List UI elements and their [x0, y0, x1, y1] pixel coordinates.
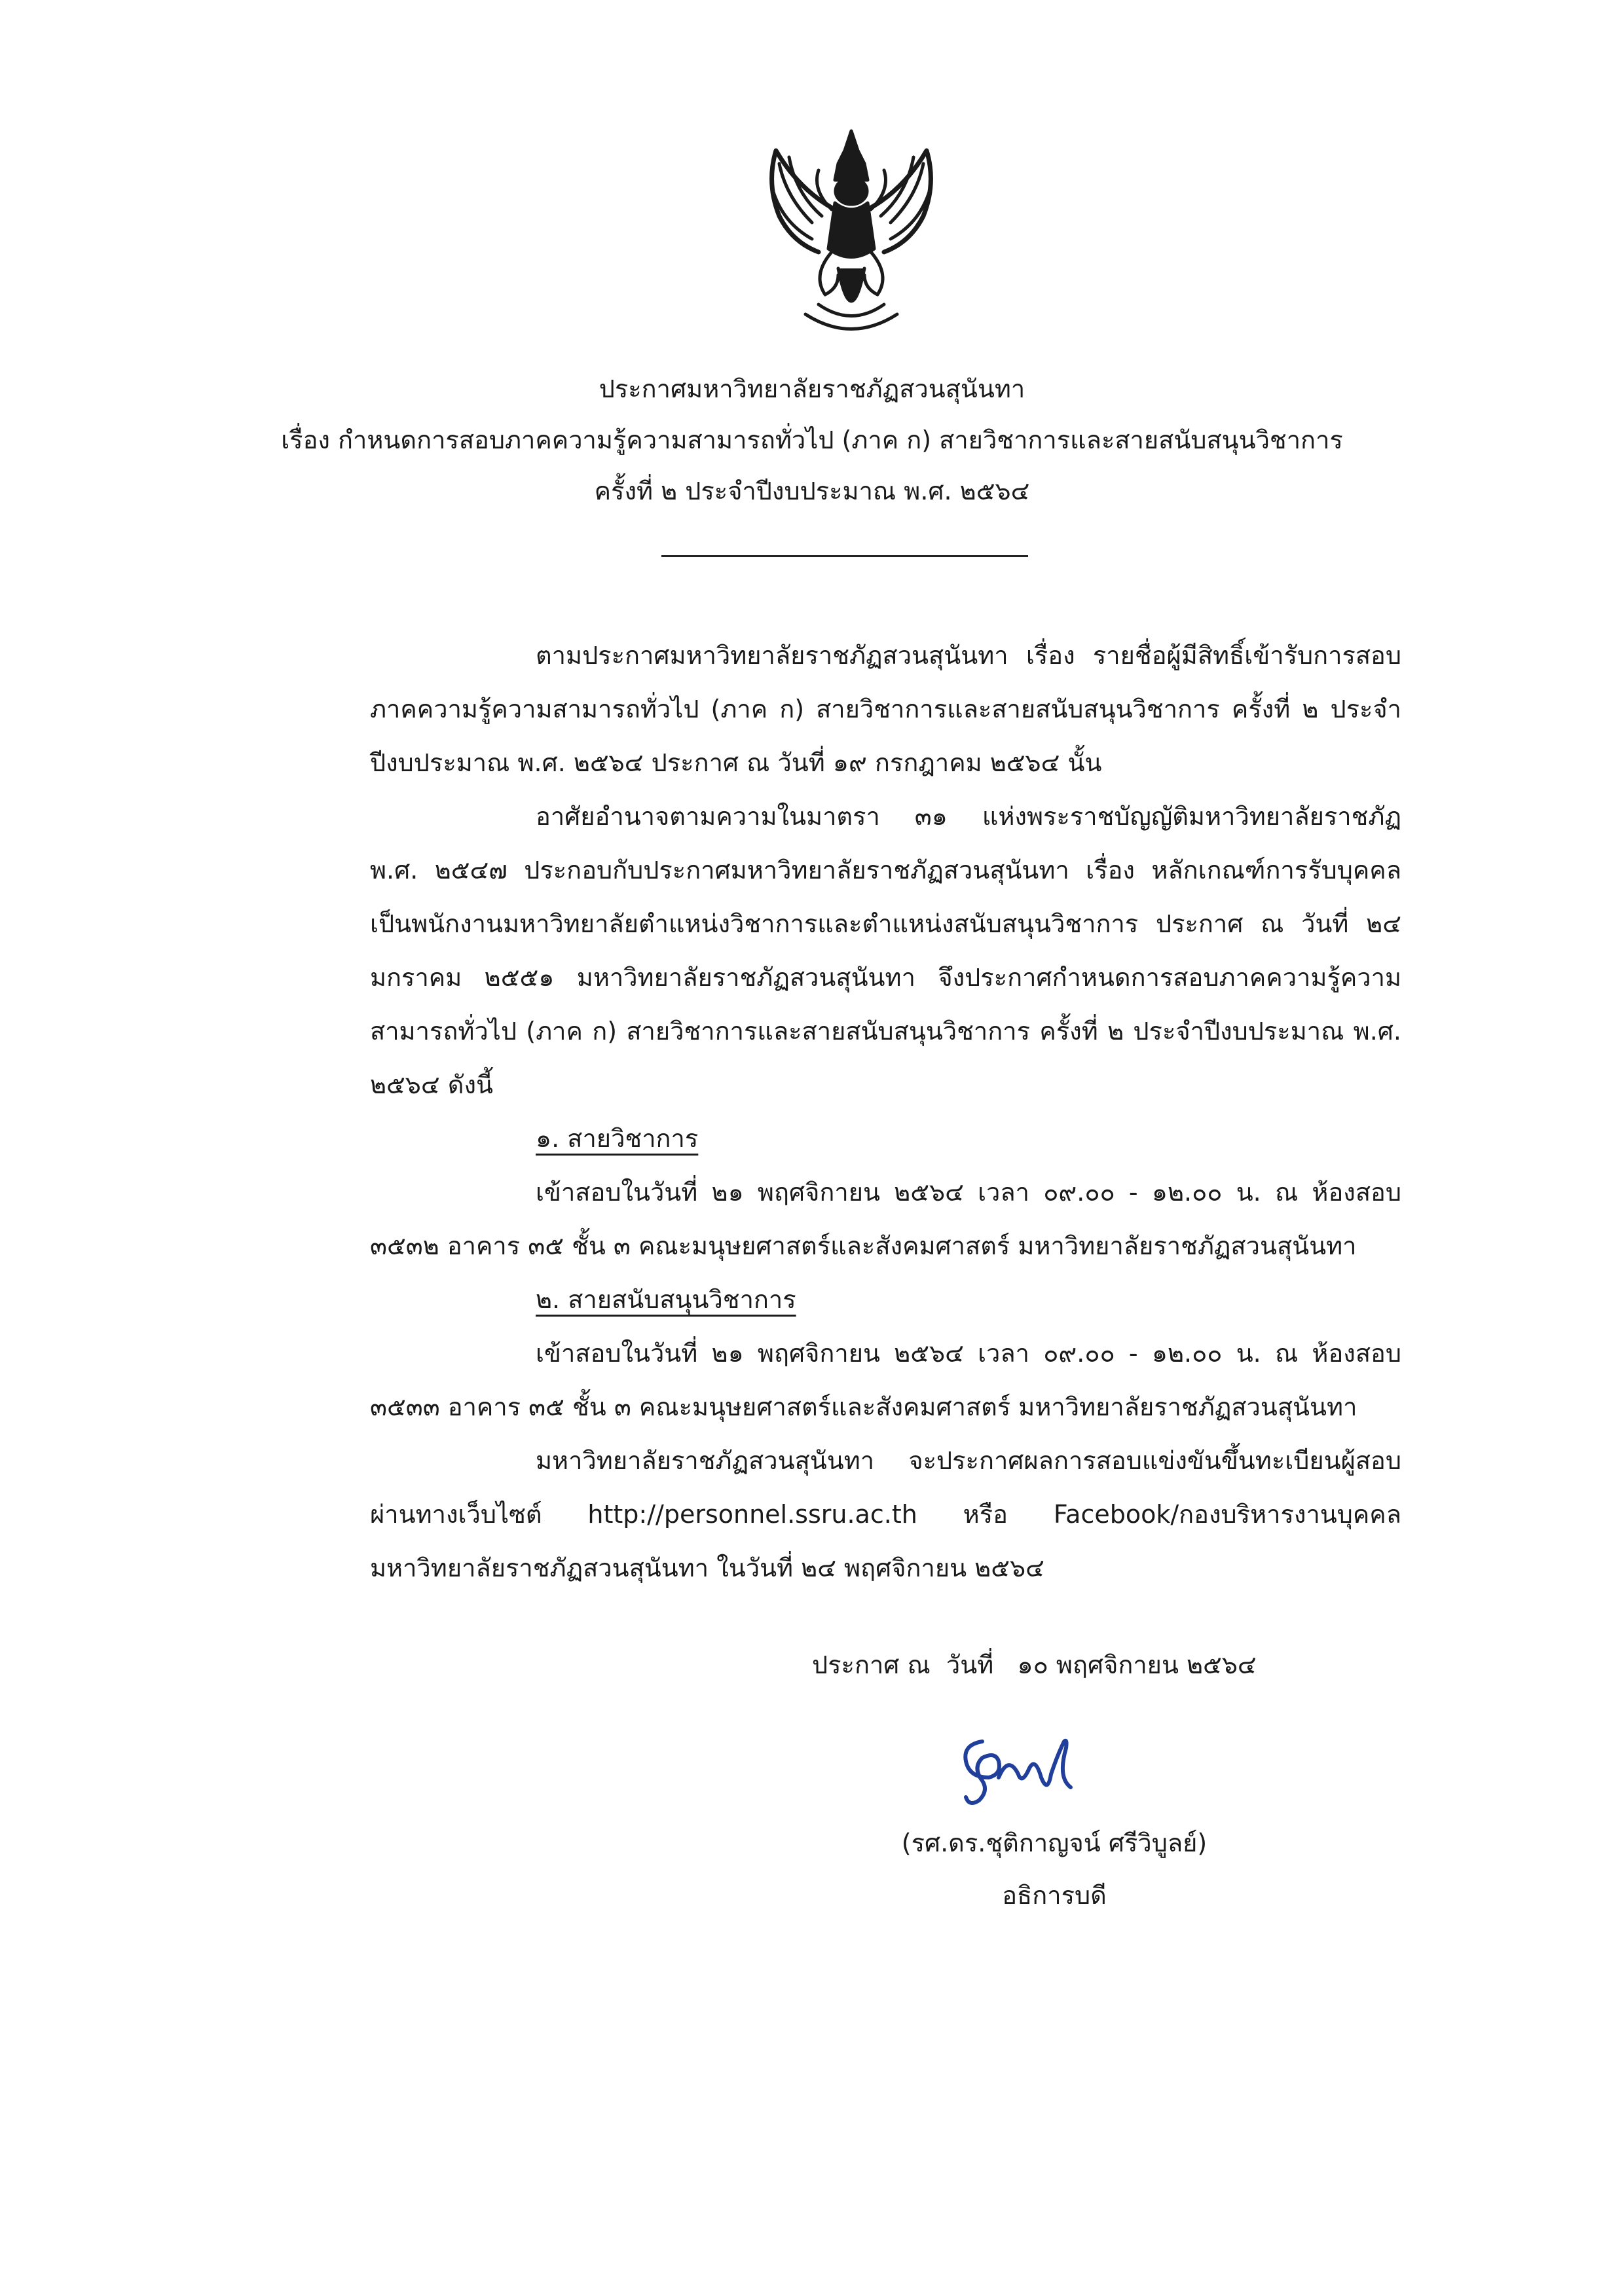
- section-2-heading: [370, 1273, 1401, 1326]
- authority-paragraph: อาศัยอำนาจตามความในมาตรา ๓๑ แห่งพระราชบัญญัติมหาวิทยาลัยราชภัฏ พ.ศ. ๒๕๔๗ ประกอบกับประกาศมหาวิทยาลัยราชภัฏสวนสุนันทา เรื่อง หลักเกณฑ์การรับบุคคลเป็นพนักงานมหาวิทยาลัยตำแหน่งวิชาการและตำแหน่งสนับสนุนวิชาการ ประกาศ ณ วันที่ ๒๔ มกราคม ๒๕๕๑ มหาวิทยาลัยราชภัฏสวนสุนันทา จึงประกาศกำหนดการสอบภาคความรู้ความสามารถทั่วไป (ภาค ก) สายวิชาการและสายสนับสนุนวิชาการ ครั้งที่ ๒ ประจำปีงบประมาณ พ.ศ. ๒๕๖๔ ดังนี้: [370, 802, 1401, 1099]
- announcement-body: [370, 629, 1401, 1595]
- reference-paragraph: ตามประกาศมหาวิทยาลัยราชภัฏสวนสุนันทา เรื่อง รายชื่อผู้มีสิทธิ์เข้ารับการสอบภาคความรู้ความสามารถทั่วไป (ภาค ก) สายวิชาการและสายสนับสนุนวิชาการ ครั้งที่ ๒ ประจำปีงบประมาณ พ.ศ. ๒๕๖๔ ประกาศ ณ วันที่ ๑๙ กรกฎาคม ๒๕๖๔ นั้น: [370, 641, 1401, 777]
- announcement-title: ประกาศมหาวิทยาลัยราชภัฏสวนสุนันทา: [599, 374, 1025, 403]
- section-1-heading: [370, 1112, 1401, 1165]
- signatory-position: อธิการบดี: [1002, 1881, 1107, 1910]
- signatory-name: (รศ.ดร.ชุติกาญจน์ ศรีวิบูลย์): [901, 1829, 1208, 1857]
- announcement-subject: เรื่อง กำหนดการสอบภาคความรู้ความสามารถทั่วไป (ภาค ก) สายวิชาการและสายสนับสนุนวิชาการ: [281, 426, 1343, 454]
- results-paragraph: มหาวิทยาลัยราชภัฏสวนสุนันทา จะประกาศผลการสอบแข่งขันขึ้นทะเบียนผู้สอบผ่านทางเว็บไซต์ http://personnel.ssru.ac.th หรือ Facebook/กองบริหารงานบุคคล มหาวิทยาลัยราชภัฏสวนสุนันทา ในวันที่ ๒๔ พฤศจิกายน ๒๕๖๔: [370, 1446, 1401, 1582]
- section-2-title: ๒. สายสนับสนุนวิชาการ: [536, 1285, 796, 1314]
- garuda-emblem-icon: [740, 118, 963, 340]
- section-1-details: เข้าสอบในวันที่ ๒๑ พฤศจิกายน ๒๕๖๔ เวลา ๐๙.๐๐ - ๑๒.๐๐ น. ณ ห้องสอบ ๓๕๓๒ อาคาร ๓๕ ชั้น ๓ คณะมนุษยศาสตร์และสังคมศาสตร์ มหาวิทยาลัยราชภัฏสวนสุนันทา: [370, 1178, 1401, 1260]
- announcement-date: ประกาศ ณ วันที่ ๑๐ พฤศจิกายน ๒๕๖๔: [812, 1650, 1257, 1679]
- section-1-title: ๑. สายวิชาการ: [536, 1124, 699, 1153]
- section-2-details: เข้าสอบในวันที่ ๒๑ พฤศจิกายน ๒๕๖๔ เวลา ๐๙.๐๐ - ๑๒.๐๐ น. ณ ห้องสอบ ๓๕๓๓ อาคาร ๓๕ ชั้น ๓ คณะมนุษยศาสตร์และสังคมศาสตร์ มหาวิทยาลัยราชภัฏสวนสุนันทา: [370, 1339, 1401, 1421]
- handwritten-signature-icon: [936, 1715, 1100, 1813]
- header-divider: [661, 555, 1028, 557]
- announcement-round: ครั้งที่ ๒ ประจำปีงบประมาณ พ.ศ. ๒๕๖๔: [594, 477, 1030, 505]
